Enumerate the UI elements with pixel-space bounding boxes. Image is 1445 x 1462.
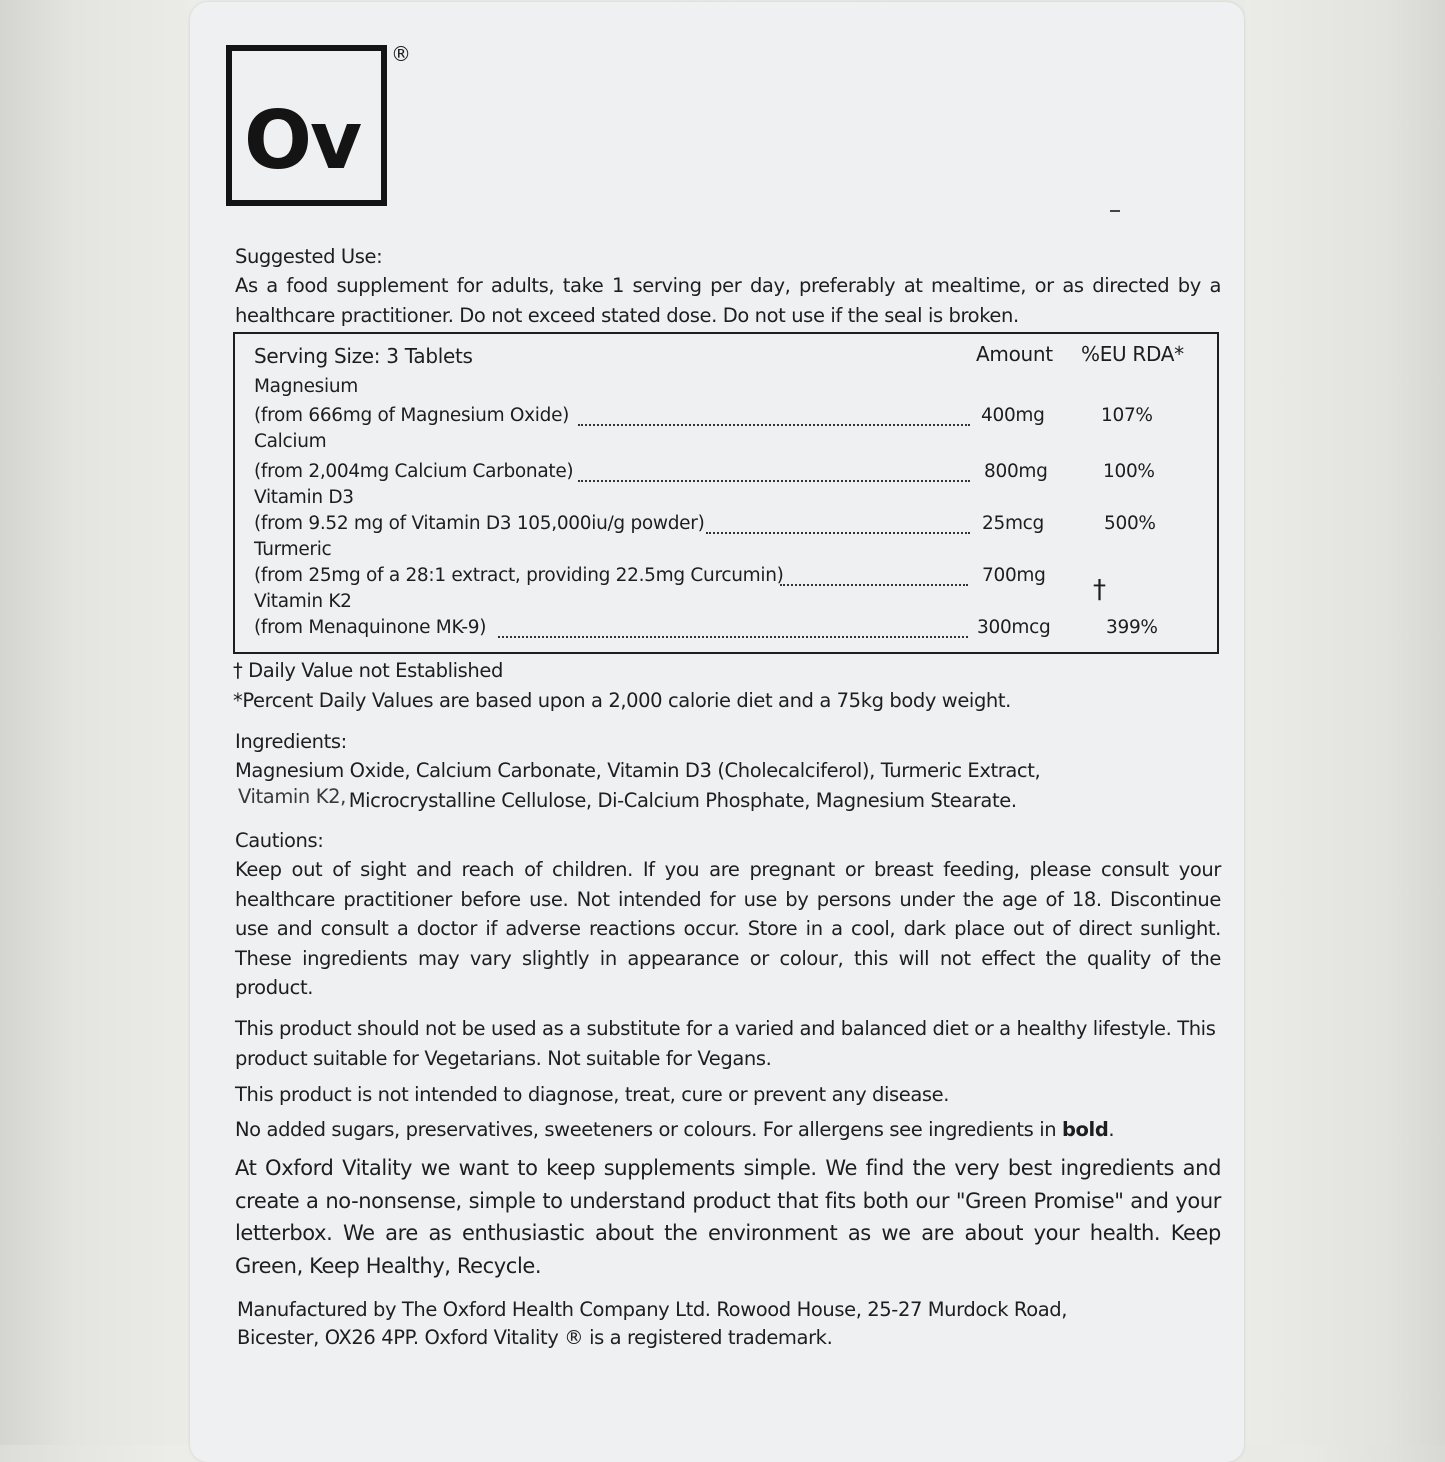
footnote-percent: *Percent Daily Values are based upon a 2,000 calorie diet and a 75kg body weight.	[233, 689, 1011, 712]
suggested-use-text: As a food supplement for adults, take 1 serving per day, preferably at mealtime, or as directed by a healthcare practitioner. Do not exceed stated dose. Do not use if the seal is broken.	[235, 274, 1221, 327]
nutrient-rda: 107%	[1101, 405, 1153, 426]
nutrient-rda: †	[1093, 575, 1106, 605]
ingredients-line1: Magnesium Oxide, Calcium Carbonate, Vitamin D3 (Cholecalciferol), Turmeric Extract,	[235, 759, 1041, 782]
background-right	[1245, 0, 1445, 1445]
about-text: At Oxford Vitality we want to keep supplements simple. We find the very best ingredients and create a no-nonsense, simple to understand product that fits both our "Green Promise" and your letterbox. We are as enthusiastic about the environment as we are about your health. Keep Green, Keep Healthy, Recycle.	[235, 1156, 1221, 1278]
leader-dots	[706, 530, 970, 534]
leader-dots	[780, 582, 968, 586]
column-header-amount: Amount	[976, 342, 1053, 366]
nutrient-name: Magnesium	[254, 376, 358, 397]
leader-dots	[498, 634, 968, 638]
nutrient-rda: 500%	[1104, 513, 1156, 534]
ingredient-vitamin-k2: Vitamin K2,	[238, 785, 346, 808]
footnote-dagger: † Daily Value not Established	[233, 659, 503, 682]
suggested-use-heading: Suggested Use:	[235, 245, 383, 268]
background-left	[0, 0, 190, 1445]
nutrient-source: (from 2,004mg Calcium Carbonate)	[254, 461, 574, 482]
registered-mark: ®	[391, 42, 411, 66]
substitute-notice: This product should not be used as a substitute for a varied and balanced diet or a healthy lifestyle. This product suitable for Vegetarians. Not suitable for Vegans.	[235, 1017, 1216, 1070]
nutrient-source: (from Menaquinone MK-9)	[254, 617, 487, 638]
manufacturer-line1: Manufactured by The Oxford Health Company Ltd. Rowood House, 25-27 Murdock Road,	[237, 1298, 1068, 1321]
manufacturer-line2: Bicester, OX26 4PP. Oxford Vitality ® is a registered trademark.	[237, 1326, 833, 1349]
nutrition-table	[233, 332, 1219, 654]
nutrient-amount: 400mg	[981, 405, 1045, 426]
nutrient-source: (from 9.52 mg of Vitamin D3 105,000iu/g powder)	[254, 513, 705, 534]
leader-dots	[578, 422, 970, 426]
ingredients-heading: Ingredients:	[235, 730, 347, 753]
nutrient-name: Vitamin K2	[254, 591, 352, 612]
print-mark	[1110, 210, 1120, 212]
brand-logo	[226, 45, 387, 206]
period: .	[1108, 1118, 1115, 1141]
nutrient-name: Vitamin D3	[254, 487, 354, 508]
nutrient-amount: 700mg	[982, 565, 1046, 586]
serving-size: Serving Size: 3 Tablets	[254, 344, 473, 368]
ingredients-line2-rest: Microcrystalline Cellulose, Di-Calcium Phosphate, Magnesium Stearate.	[342, 789, 1017, 812]
nutrient-source: (from 666mg of Magnesium Oxide)	[254, 405, 570, 426]
no-added-notice	[235, 1115, 1221, 1145]
column-header-rda: %EU RDA*	[1081, 342, 1184, 366]
leader-dots	[578, 478, 970, 482]
ingredients-line2	[235, 786, 1221, 816]
nutrient-rda: 399%	[1106, 617, 1158, 638]
nutrient-amount: 800mg	[984, 461, 1048, 482]
bold-word: bold	[1062, 1118, 1109, 1141]
nutrient-amount: 25mcg	[982, 513, 1044, 534]
nutrient-amount: 300mcg	[977, 617, 1051, 638]
no-added-text: No added sugars, preservatives, sweeteners or colours. For allergens see ingredients in	[235, 1118, 1062, 1141]
nutrient-name: Calcium	[254, 431, 327, 452]
cautions-heading: Cautions:	[235, 829, 324, 852]
cautions-text: Keep out of sight and reach of children. If you are pregnant or breast feeding, please consult your healthcare practitioner before use. Not intended for use by persons under the age of 18. Discontinue use and consult a doctor if adverse reactions occur. Store in a cool, dark place out of direct sunlight. These ingredients may vary slightly in appearance or colour, this will not effect the quality of the product.	[235, 858, 1221, 999]
logo-text: Ov	[244, 94, 361, 187]
nutrient-rda: 100%	[1103, 461, 1155, 482]
nutrient-name: Turmeric	[254, 539, 332, 560]
nutrient-source: (from 25mg of a 28:1 extract, providing 22.5mg Curcumin)	[254, 565, 784, 586]
diagnose-notice: This product is not intended to diagnose, treat, cure or prevent any disease.	[235, 1083, 950, 1106]
